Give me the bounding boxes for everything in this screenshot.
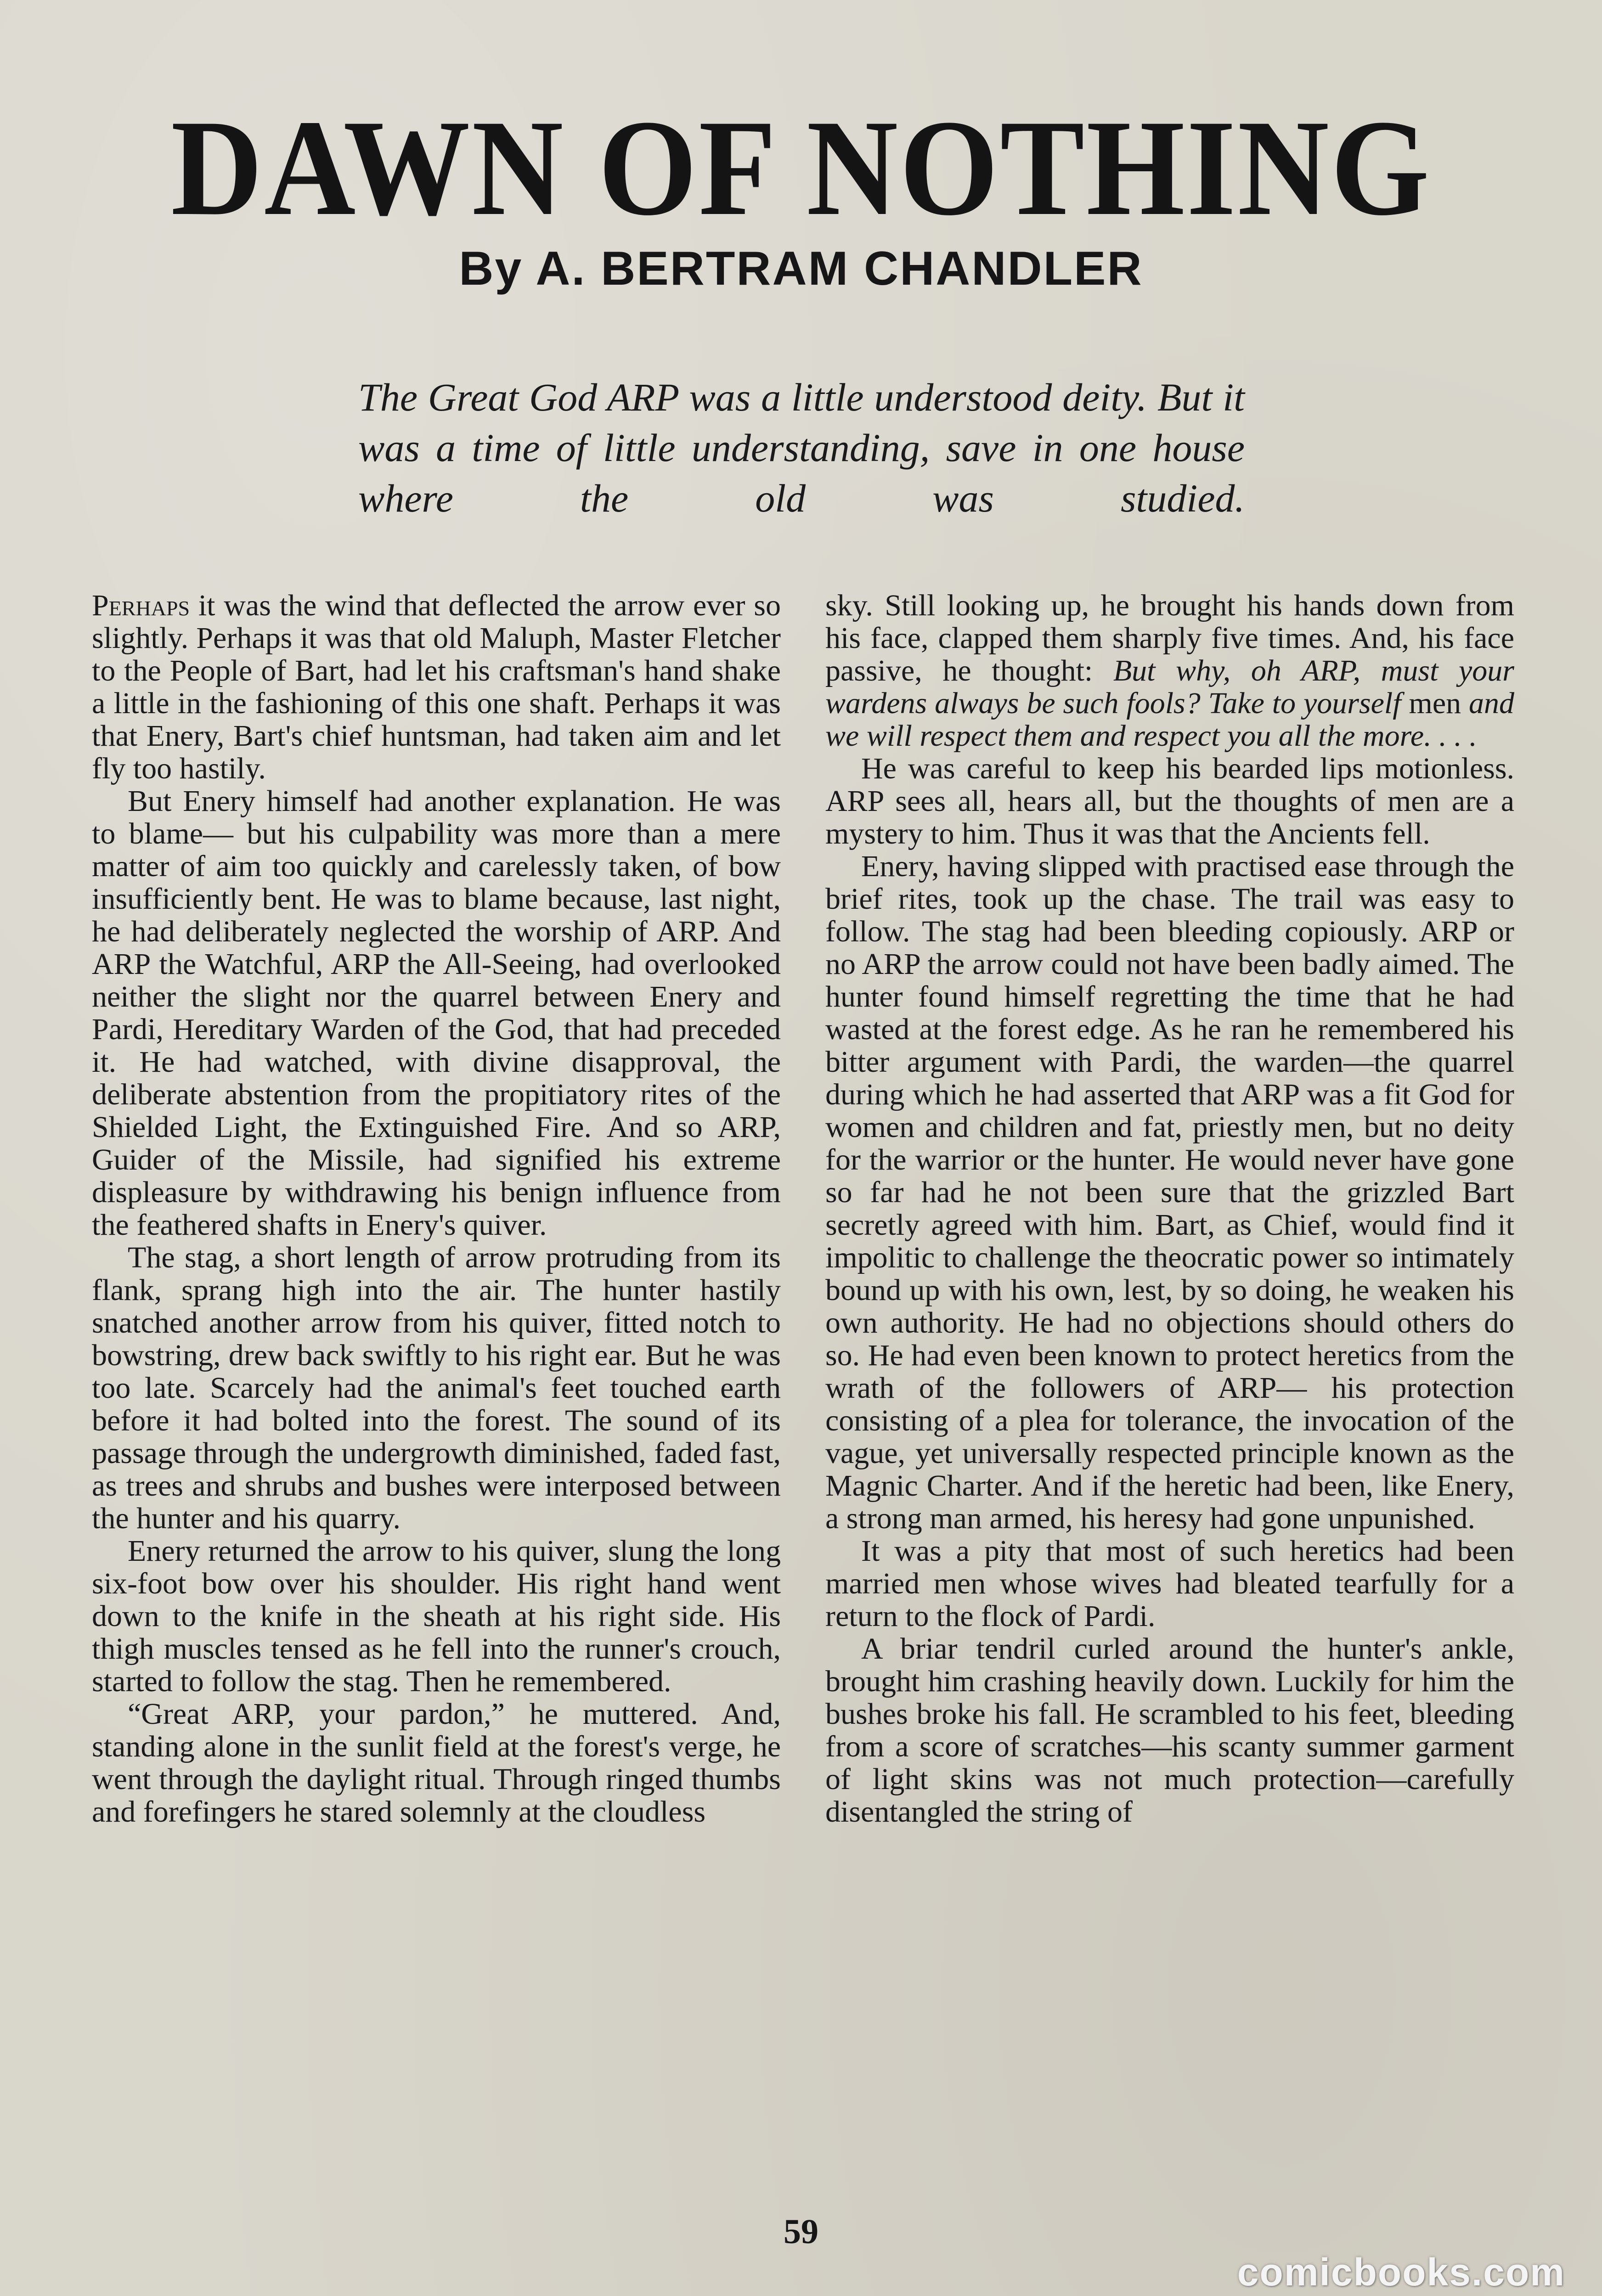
right-paragraph-1-thought-a: But why, oh ARP, must your wardens always be such fools? Take to yourself [825,654,1514,720]
left-paragraph-3: The stag, a short length of arrow protruding from its flank, sprang high into the air. The hunter hastily snatched another arrow from his quiver, fitted notch to bowstring, drew back swiftly to his right ear. But he was too late. Scarcely had the animal's feet touched earth before it had bolted into the forest. The sound of its passage through the undergrowth diminished, faded fast, as trees and shrubs and bushes were interposed between the hunter and his quarry. [92,1241,781,1535]
story-byline: By A. BERTRAM CHANDLER [459,242,1143,295]
right-column [825,589,1514,1828]
right-paragraph-4: It was a pity that most of such heretics had been married men whose wives had bleated tearfully for a return to the flock of Pardi. [825,1534,1514,1633]
left-paragraph-5: “Great ARP, your pardon,” he muttered. And, standing alone in the sunlit field at the forest's verge, he went through the daylight ritual. Through ringed thumbs and forefingers he stared solemnly at the cloudless [92,1697,781,1829]
site-watermark: comicbooks.com [1237,2251,1565,2294]
page-number: 59 [784,2212,818,2251]
left-paragraph-2: But Enery himself had another explanation. He was to blame— but his culpability was more than a mere matter of aim too quickly and carelessly taken, of bow insufficiently bent. He was to blame because, last night, he had deliberately neglected the worship of ARP. And ARP the Watchful, ARP the All-Seeing, had overlooked neither the slight nor the quarrel between Enery and Pardi, Hereditary Warden of the God, that had preceded it. He had watched, with divine disapproval, the deliberate abstention from the propitiatory rites of the Shielded Light, the Extinguished Fire. And so ARP, Guider of the Missile, had signified his extreme displeasure by withdrawing his benign influence from the feathered shafts in Enery's quiver. [92,784,781,1242]
drop-lead-word: Perhaps [92,589,190,622]
blurb-text: The Great God ARP was a little understood deity. But it was a time of little understanding, save in one house where the old was studied. [358,375,1245,520]
left-paragraph-1-text: it was the wind that deflected the arrow ever so slightly. Perhaps it was that old Maluph, Master Fletcher to the People of Bart, had let his craftsman's hand shake a little in the fashioning of this one shaft. Perhaps it was that Enery, Bart's chief huntsman, had taken aim and let fly too hastily. [92,589,781,785]
left-paragraph-4: Enery returned the arrow to his quiver, slung the long six-foot bow over his shoulder. His right hand went down to the knife in the sheath at his right side. His thigh muscles tensed as he fell into the runner's crouch, started to follow the stag. Then he remembered. [92,1534,781,1698]
right-paragraph-2: He was careful to keep his bearded lips motionless. ARP sees all, hears all, but the thoughts of men are a mystery to him. Thus it was that the Ancients fell. [825,752,1514,850]
left-paragraph-1 [92,589,781,785]
right-paragraph-5: A briar tendril curled around the hunter's ankle, brought him crashing heavily down. Luckily for him the bushes broke his fall. He scrambled to his feet, bleeding from a score of scratches—his scanty summer garment of light skins was not much protection—carefully disentangled the string of [825,1632,1514,1829]
story-blurb [358,372,1245,523]
right-paragraph-1 [825,589,1514,752]
left-column [92,589,781,1828]
right-paragraph-1-thought-b: and we will respect them and respect you all the more. . . . [825,687,1515,753]
right-paragraph-1-emphasis: men [1409,687,1461,720]
story-title: DAWN OF NOTHING [171,91,1431,244]
right-paragraph-3: Enery, having slipped with practised ease through the brief rites, took up the chase. The trail was easy to follow. The stag had been bleeding copiously. ARP or no ARP the arrow could not have been badly aimed. The hunter found himself regretting the time that he had wasted at the forest edge. As he ran he remembered his bitter argument with Pardi, the warden—the quarrel during which he had asserted that ARP was a fit God for women and children and fat, priestly men, but no deity for the warrior or the hunter. He would never have gone so far had he not been sure that the grizzled Bart secretly agreed with him. Bart, as Chief, would find it impolitic to challenge the theocratic power so intimately bound up with his own, lest, by so doing, he weaken his own authority. He had no objections should others do so. He had even been known to protect heretics from the wrath of the followers of ARP— his protection consisting of a plea for tolerance, the invocation of the vague, yet universally respected principle known as the Magnic Charter. And if the heretic had been, like Enery, a strong man armed, his heresy had gone unpunished. [825,850,1514,1535]
right-paragraph-1-start: sky. Still looking up, he brought his hands down from his face, clapped them sharply five times. And, his face passive, he thought: [825,589,1514,687]
